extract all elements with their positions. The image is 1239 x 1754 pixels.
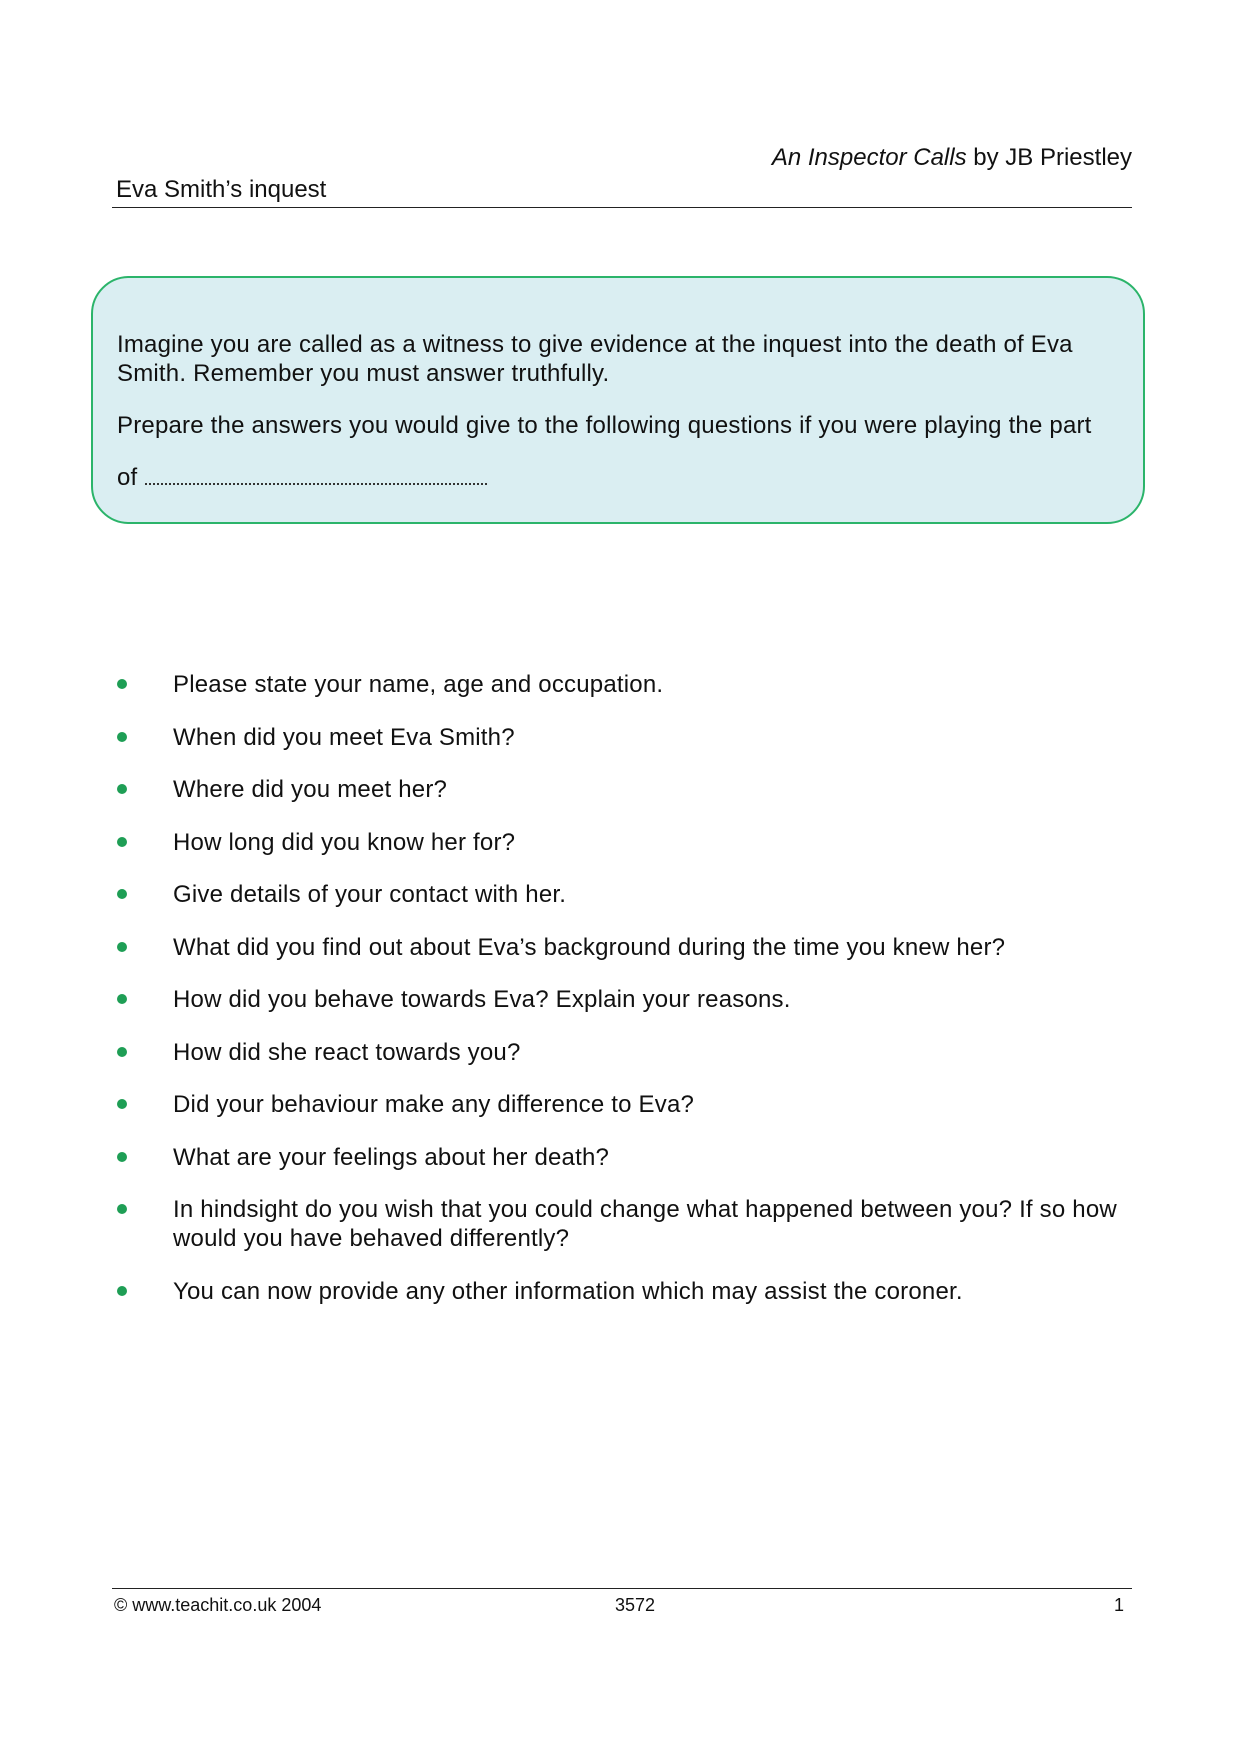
header-divider: [112, 207, 1132, 208]
character-prefix: of: [117, 464, 138, 491]
bullet-icon: [117, 732, 127, 742]
list-item: [112, 985, 1122, 1014]
list-item: [112, 880, 1122, 909]
character-blank: [145, 469, 487, 485]
question-text: How did she react towards you?: [173, 1038, 521, 1066]
resource-code: 3572: [615, 1595, 656, 1615]
list-item: [112, 1090, 1122, 1119]
bullet-icon: [117, 1099, 127, 1109]
list-item: [112, 1195, 1122, 1253]
page-number: 1: [1113, 1595, 1124, 1615]
question-list: [112, 670, 1122, 1329]
copyright-notice: © www.teachit.co.uk 2004: [114, 1595, 322, 1615]
book-reference: [772, 144, 1132, 172]
bullet-icon: [117, 784, 127, 794]
question-text: What are your feelings about her death?: [173, 1143, 610, 1171]
bullet-icon: [117, 994, 127, 1004]
bullet-icon: [117, 1152, 127, 1162]
instruction-paragraph-1: Imagine you are called as a witness to give evidence at the inquest into the death of Eva Smith. Remember you must answer truthfully.: [117, 331, 1073, 387]
list-item: [112, 1038, 1122, 1067]
list-item: [112, 1143, 1122, 1172]
bullet-icon: [117, 1047, 127, 1057]
list-item: [112, 828, 1122, 857]
question-text: What did you find out about Eva’s background during the time you knew her?: [173, 933, 1006, 961]
list-item: [112, 775, 1122, 804]
list-item: [112, 723, 1122, 752]
bullet-icon: [117, 679, 127, 689]
question-text: In hindsight do you wish that you could change what happened between you? If so how would you have behaved differently?: [173, 1196, 1117, 1252]
book-author: by JB Priestley: [966, 144, 1132, 171]
instructions-box: [91, 276, 1145, 524]
question-text: Please state your name, age and occupation.: [173, 671, 664, 698]
sheet-title: Eva Smith’s inquest: [116, 176, 327, 203]
page-header: [112, 144, 1132, 208]
list-item: [112, 670, 1122, 699]
bullet-icon: [117, 1286, 127, 1296]
book-title: An Inspector Calls: [771, 144, 967, 171]
question-text: Did your behaviour make any difference to Eva?: [173, 1091, 695, 1118]
bullet-icon: [117, 837, 127, 847]
character-fill-line: [117, 463, 1115, 492]
question-text: How did you behave towards Eva? Explain your reasons.: [173, 986, 791, 1013]
instruction-paragraph-2: Prepare the answers you would give to the following questions if you were playing the part: [117, 412, 1092, 439]
page-footer: [112, 1588, 1132, 1629]
question-text: How long did you know her for?: [173, 828, 516, 856]
bullet-icon: [117, 942, 127, 952]
question-text: You can now provide any other information which may assist the coroner.: [173, 1277, 963, 1305]
bullet-icon: [117, 889, 127, 899]
bullet-icon: [117, 1204, 127, 1214]
question-text: Where did you meet her?: [173, 776, 448, 803]
question-text: Give details of your contact with her.: [173, 881, 567, 908]
question-text: When did you meet Eva Smith?: [173, 723, 515, 751]
list-item: [112, 933, 1122, 962]
list-item: [112, 1277, 1122, 1306]
